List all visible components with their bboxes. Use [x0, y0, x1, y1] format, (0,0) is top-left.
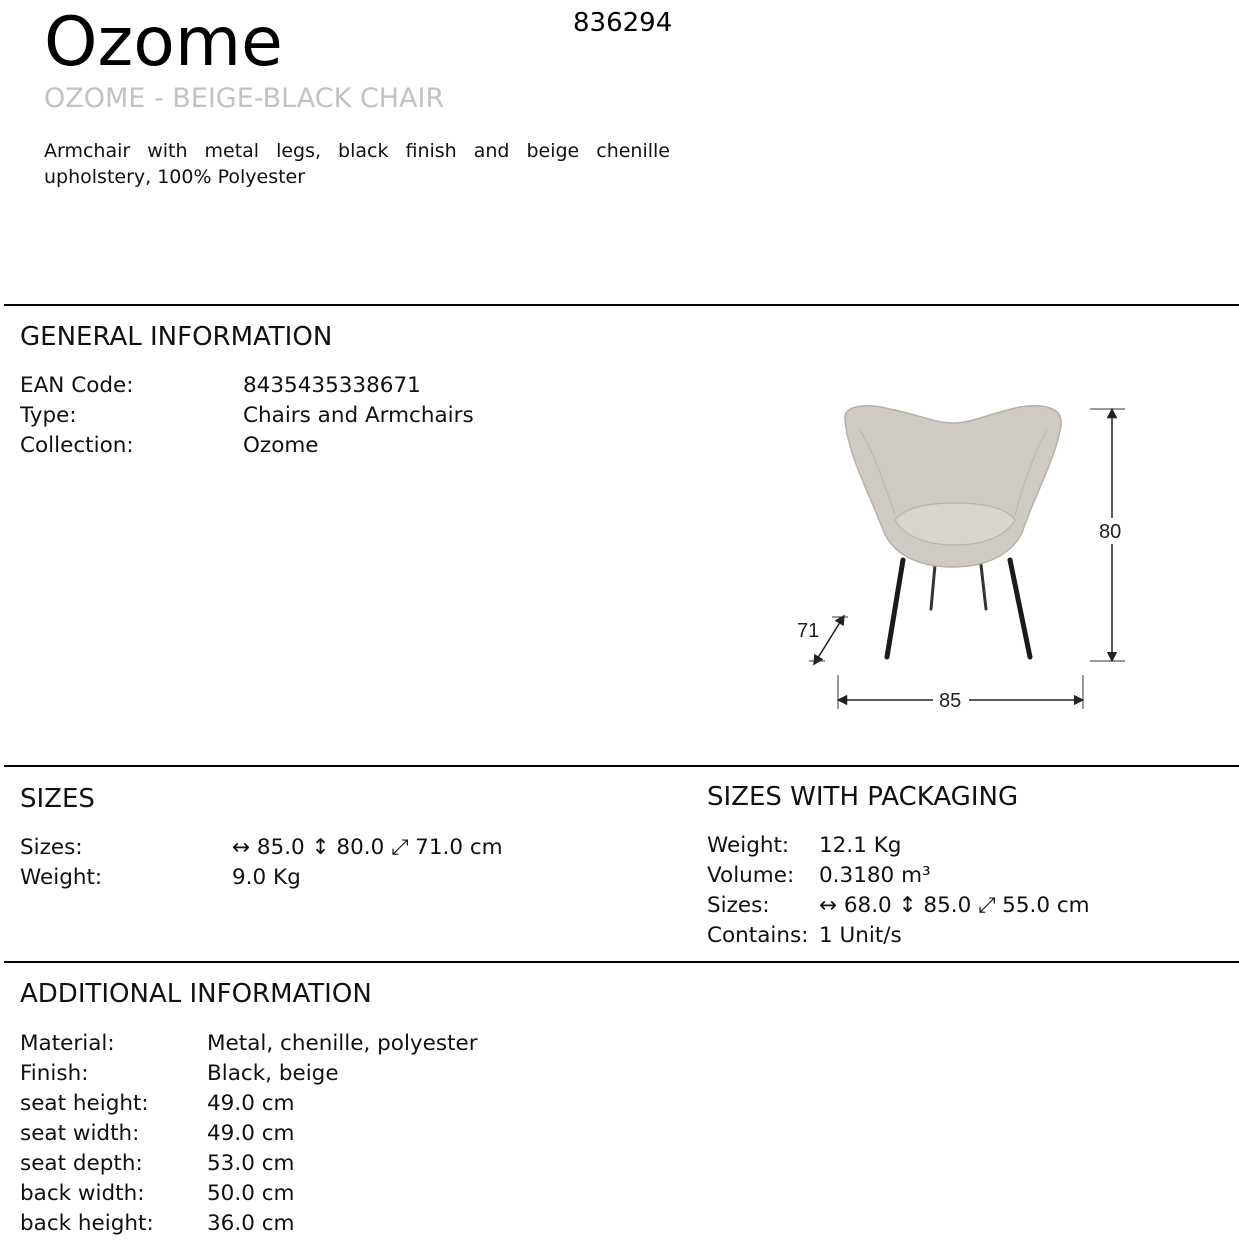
- pkg-weight-label: Weight:: [707, 833, 790, 858]
- pkg-contains-label: Contains:: [707, 923, 809, 948]
- divider: [4, 961, 1239, 963]
- pkg-volume-value: 0.3180 m³: [819, 863, 931, 888]
- width-dimension: [838, 675, 1083, 713]
- weight-value: 9.0 Kg: [232, 865, 301, 890]
- type-value: Chairs and Armchairs: [243, 403, 474, 428]
- sizes-value: ↔ 85.0 ↕ 80.0 ⤢ 71.0 cm: [232, 835, 503, 860]
- back-height-label: back height:: [20, 1211, 154, 1236]
- type-label: Type:: [20, 403, 77, 428]
- seat-depth-value: 53.0 cm: [207, 1151, 295, 1176]
- additional-section-title: ADDITIONAL INFORMATION: [20, 979, 372, 1009]
- finish-value: Black, beige: [207, 1061, 339, 1086]
- seat-height-label: seat height:: [20, 1091, 149, 1116]
- depth-label: 71: [797, 620, 820, 642]
- material-value: Metal, chenille, polyester: [207, 1031, 478, 1056]
- product-description: Armchair with metal legs, black finish and beige chenille upholstery, 100% Polyester: [44, 140, 670, 188]
- back-width-label: back width:: [20, 1181, 145, 1206]
- ean-value: 8435435338671: [243, 373, 421, 398]
- seat-width-value: 49.0 cm: [207, 1121, 295, 1146]
- ean-label: EAN Code:: [20, 373, 134, 398]
- packaging-section-title: SIZES WITH PACKAGING: [707, 782, 1019, 812]
- width-label: 85: [939, 690, 962, 712]
- product-name: Ozome: [44, 3, 283, 82]
- sizes-label: Sizes:: [20, 835, 83, 860]
- seat-width-label: seat width:: [20, 1121, 140, 1146]
- seat-height-value: 49.0 cm: [207, 1091, 295, 1116]
- back-width-value: 50.0 cm: [207, 1181, 295, 1206]
- chair-shell: [845, 406, 1061, 567]
- pkg-volume-label: Volume:: [707, 863, 795, 888]
- pkg-contains-value: 1 Unit/s: [819, 923, 902, 948]
- weight-label: Weight:: [20, 865, 103, 890]
- finish-label: Finish:: [20, 1061, 89, 1086]
- chair-dimension-drawing: [785, 395, 1130, 720]
- divider: [4, 304, 1239, 306]
- height-dimension: [1090, 409, 1127, 661]
- chair-legs: [887, 560, 1030, 657]
- seat-depth-label: seat depth:: [20, 1151, 143, 1176]
- collection-value: Ozome: [243, 433, 319, 458]
- collection-label: Collection:: [20, 433, 134, 458]
- product-subtitle: OZOME - BEIGE-BLACK CHAIR: [44, 83, 445, 114]
- product-code: 836294: [573, 8, 673, 38]
- pkg-weight-value: 12.1 Kg: [819, 833, 902, 858]
- material-label: Material:: [20, 1031, 115, 1056]
- height-label: 80: [1099, 521, 1122, 543]
- general-section-title: GENERAL INFORMATION: [20, 322, 333, 352]
- pkg-sizes-label: Sizes:: [707, 893, 770, 918]
- sizes-section-title: SIZES: [20, 784, 95, 814]
- pkg-sizes-value: ↔ 68.0 ↕ 85.0 ⤢ 55.0 cm: [819, 893, 1090, 918]
- depth-dimension: [797, 617, 848, 661]
- divider: [4, 765, 1239, 767]
- back-height-value: 36.0 cm: [207, 1211, 295, 1236]
